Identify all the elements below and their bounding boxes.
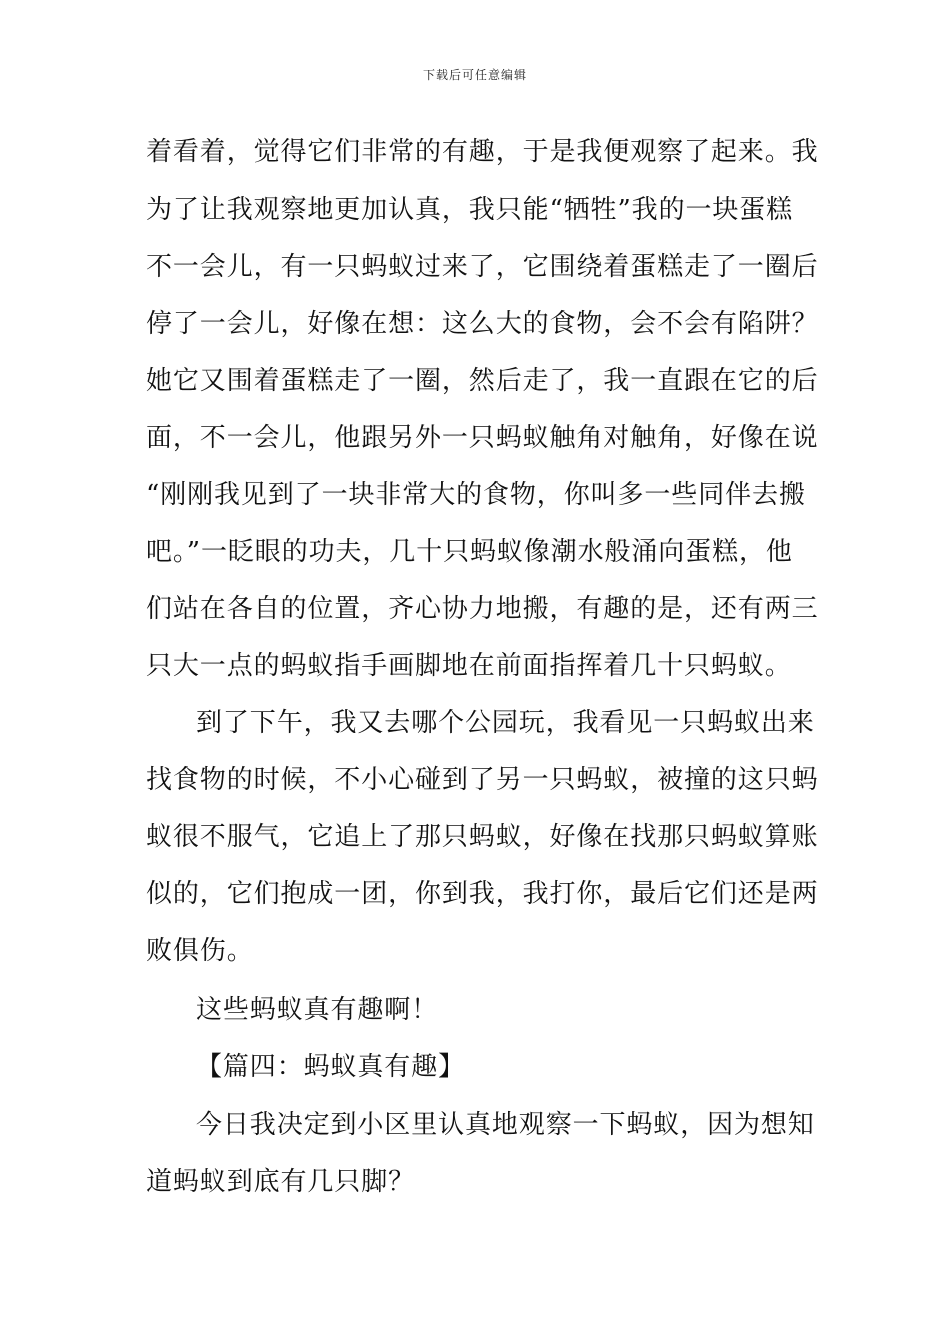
text-line: 她它又围着蛋糕走了一圈，然后走了，我一直跟在它的后: [146, 366, 819, 396]
text-line: 不一会儿，有一只蚂蚁过来了，它围绕着蛋糕走了一圈后: [146, 252, 819, 282]
paragraph-start-line: 今日我决定到小区里认真地观察一下蚂蚁，因为想知: [196, 1110, 815, 1140]
text-line: 只大一点的蚂蚁指手画脚地在前面指挥着几十只蚂蚁。: [146, 651, 792, 681]
paragraph-start-line: 到了下午，我又去哪个公园玩，我看见一只蚂蚁出来: [196, 708, 815, 738]
paragraph-line: 这些蚂蚁真有趣啊！: [196, 995, 439, 1025]
text-line: 道蚂蚁到底有几只脚？: [146, 1167, 416, 1197]
page-header: 下载后可任意编辑: [422, 68, 527, 82]
text-line: 蚁很不服气，它追上了那只蚂蚁，好像在找那只蚂蚁算账: [146, 822, 819, 852]
text-line: 似的，它们抱成一团，你到我，我打你，最后它们还是两: [146, 879, 819, 909]
text-line: 着看着，觉得它们非常的有趣，于是我便观察了起来。我: [146, 137, 819, 167]
text-line: 停了一会儿，好像在想：这么大的食物，会不会有陷阱？: [146, 309, 819, 339]
text-line: “刚刚我见到了一块非常大的食物，你叫多一些同伴去搬: [146, 480, 806, 510]
text-line: 面，不一会儿，他跟另外一只蚂蚁触角对触角，好像在说: [146, 423, 819, 453]
text-line: 们站在各自的位置，齐心协力地搬，有趣的是，还有两三: [146, 594, 819, 624]
text-line: 找食物的时候，不小心碰到了另一只蚂蚁，被撞的这只蚂: [146, 765, 819, 795]
text-line: 败俱伤。: [146, 936, 254, 966]
text-line: 吧。”一眨眼的功夫，几十只蚂蚁像潮水般涌向蛋糕，他: [146, 537, 793, 567]
text-line: 为了让我观察地更加认真，我只能“牺牲”我的一块蛋糕: [146, 195, 794, 225]
section-heading: 【篇四：蚂蚁真有趣】: [196, 1052, 466, 1082]
